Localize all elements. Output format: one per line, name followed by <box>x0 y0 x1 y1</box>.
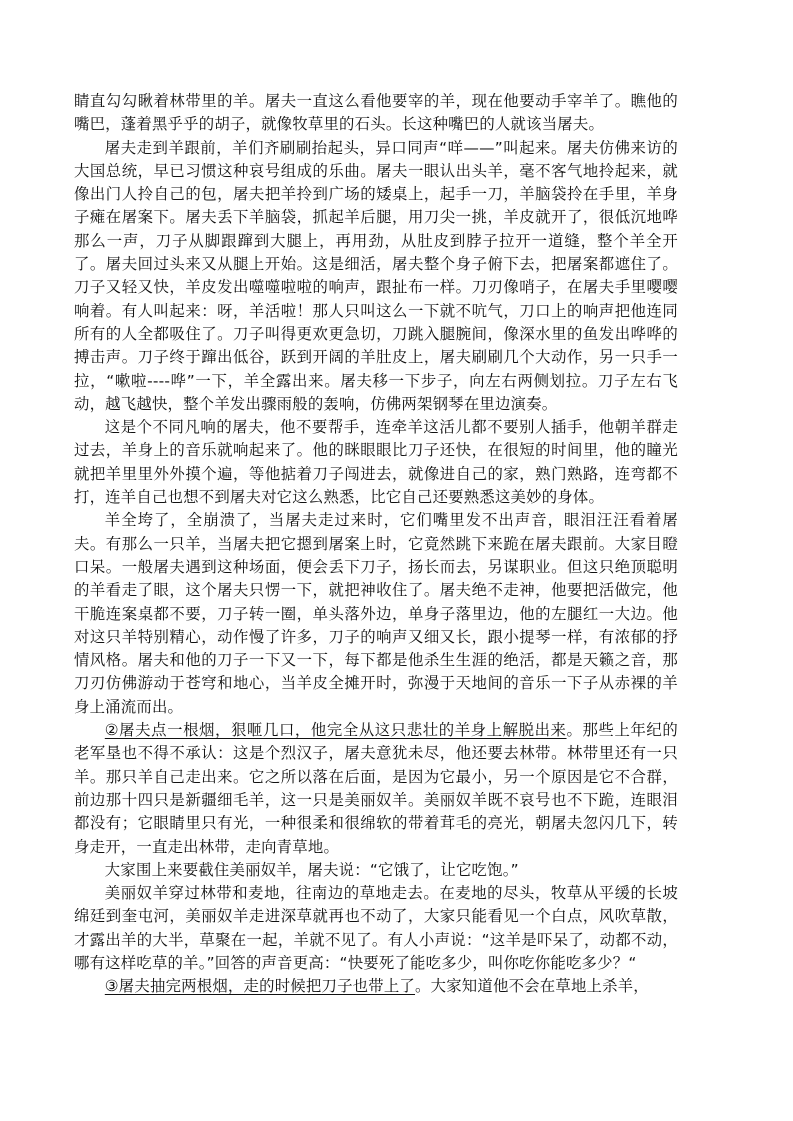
underlined-sentence-2: ②屠夫点一根烟，狠咂几口，他完全从这只悲壮的羊身上解脱出来 <box>104 721 567 740</box>
underlined-sentence-3: ③屠夫抽完两根烟，走的时候把刀子也带上了 <box>104 977 416 996</box>
paragraph-text: 这是个不同凡响的屠夫，他不要帮手，连牵羊这活儿都不要别人插手，他朝羊群走过去，羊身上的音乐就响起来了。他的眯眼眼比刀子还快，在很短的时间里，他的瞳光就把羊里里外外摸个遍，等他掂着刀子闯进去，就像进自己的家，熟门熟路，连弯都不打，连羊自己也想不到屠夫对它这么熟悉，比它自己还要熟悉这美妙的身体。 <box>74 418 678 507</box>
paragraph-1 <box>74 90 678 137</box>
paragraph-text: 美丽奴羊穿过林带和麦地，往南边的草地走去。在麦地的尽头，牧草从平缓的长坡绵廷到奎屯河，美丽奴羊走进深草就再也不动了，大家只能看见一个白点，风吹草散，才露出羊的大半，草聚在一起，羊就不见了。有人小声说：“这羊是吓呆了，动都不动，哪有这样吃草的羊。”回答的声音更高：“快要死了能吃多少，叫你吃你能吃多少？“ <box>74 884 678 972</box>
paragraph-text: 。那些上年纪的老军垦也不得不承认：这是个烈汉子，屠夫意犹未尽，他还要去林带。林带里还有一只羊。那只羊自己走出来。它之所以落在后面，是因为它最小，另一个原因是它不合群，前边那十四只是新疆细毛羊，这一只是美丽奴羊。美丽奴羊既不哀号也不下跪，连眼泪都没有；它眼睛里只有光，一种很柔和很绵软的带着茸毛的亮光，朝屠夫忽闪几下，转身走开，一直走出林带，走向青草地。 <box>74 721 678 856</box>
paragraph-4 <box>74 509 678 719</box>
paragraph-text: 大家围上来要截住美丽奴羊，屠夫说：“它饿了，让它吃饱。” <box>104 860 519 879</box>
paragraph-7 <box>74 882 678 975</box>
story-text <box>74 90 678 999</box>
paragraph-5 <box>74 719 678 859</box>
paragraph-3 <box>74 416 678 509</box>
paragraph-text: 屠夫走到羊跟前，羊们齐刷刷抬起头，异口同声“咩——”叫起来。屠夫仿佛来访的大国总统，早已习惯这种哀号组成的乐曲。屠夫一眼认出头羊，毫不客气地拎起来，就像出门人拎自己的包，屠夫把羊拎到广场的矮桌上，起手一刀，羊脑袋拎在手里，羊身子瘫在屠案下。屠夫丢下羊脑袋，抓起羊后腿，用刀尖一挑，羊皮就开了，很低沉地哗那么一声，刀子从脚跟蹿到大腿上，再用劲，从肚皮到脖子拉开一道缝，整个羊全开了。屠夫回过头来又从腿上开始。这是细活，屠夫整个身子俯下去，把屠案都遮住了。刀子又轻又快，羊皮发出噬噬啦啦的响声，跟扯布一样。刀刃像哨子，在屠夫手里嘤嘤响着。有人叫起来：呀，羊活啦！那人只叫这么一下就不吭气，刀口上的响声把他连同所有的人全都吸住了。刀子叫得更欢更急切，刀跳入腿腕间，像深水里的鱼发出哗哗的搏击声。刀子终于蹿出低谷，跃到开阔的羊肚皮上，屠夫刷刷几个大动作，另一只手一拉，“嗽啦----哗”一下，羊全露出来。屠夫移一下步子，向左右两侧划拉。刀子左右飞动，越飞越快，整个羊发出骤雨般的轰响，仿佛两架钢琴在里边演奏。 <box>74 138 678 413</box>
paragraph-8 <box>74 975 678 998</box>
paragraph-text: 。大家知道他不会在草地上杀羊， <box>415 977 649 996</box>
paragraph-text: 睛直勾勾瞅着林带里的羊。屠夫一直这么看他要宰的羊，现在他要动手宰羊了。瞧他的嘴巴，蓬着黑乎乎的胡子，就像牧草里的石头。长这种嘴巴的人就该当屠夫。 <box>74 92 678 134</box>
paragraph-2 <box>74 137 678 417</box>
paragraph-text: 羊全垮了，全崩溃了，当屠夫走过来时，它们嘴里发不出声音，眼泪汪汪看着屠夫。有那么一只羊，当屠夫把它摁到屠案上时，它竟然跳下来跪在屠夫跟前。大家目瞪口呆。一般屠夫遇到这种场面，便会丢下刀子，扬长而去，另谋职业。但这只绝顶聪明的羊看走了眼，这个屠夫只愣一下，就把神收住了。屠夫绝不走神，他要把活做完，他干脆连案桌都不要，刀子转一圈，单头落外边，单身子落里边，他的左腿红一大边。他对这只羊特别精心，动作慢了许多，刀子的响声又细又长，跟小提琴一样，有浓郁的抒情风格。屠夫和他的刀子一下又一下，每下都是他杀生生涯的绝活，都是天籁之音，那刀刃仿佛游动于苍穹和地心，当羊皮全摊开时，弥漫于天地间的音乐一下子从赤裸的羊身上涌流而出。 <box>74 511 678 716</box>
paragraph-6 <box>74 859 678 882</box>
